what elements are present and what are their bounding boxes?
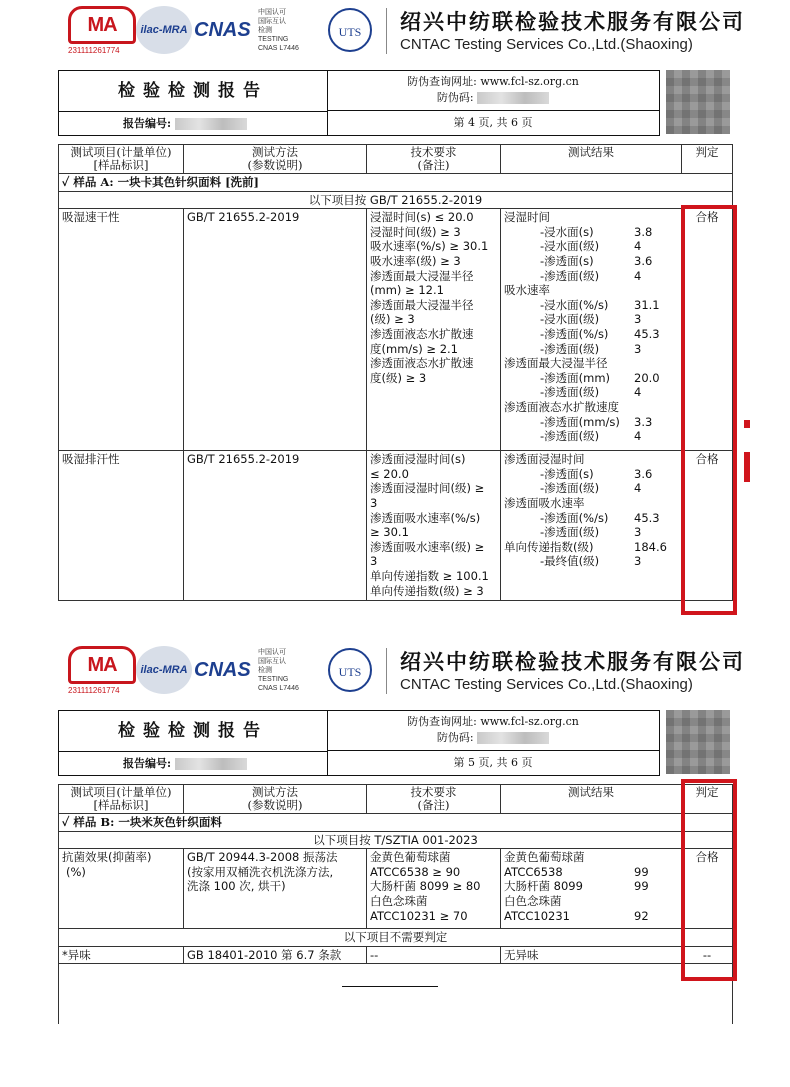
requirements-cell bbox=[367, 849, 501, 929]
requirement-line: (mm) ≥ 12.1 bbox=[370, 283, 444, 298]
results-cell bbox=[501, 209, 682, 451]
verdict-highlight-box bbox=[681, 205, 737, 615]
verdict-highlight-box bbox=[681, 779, 737, 981]
verdict: 合格 bbox=[682, 849, 733, 929]
anti-fake-info: 防伪查询网址: www.fcl-sz.org.cn 防伪码: bbox=[327, 71, 659, 111]
report-title-box bbox=[58, 710, 660, 776]
result-line: 渗透面最大浸湿半径 bbox=[504, 356, 608, 371]
result-line: -浸水面(级) 3 bbox=[540, 312, 642, 327]
requirement-line: 渗透面最大浸湿半径 bbox=[370, 268, 474, 283]
requirement-line: ≥ 30.1 bbox=[370, 525, 409, 540]
requirement-line: 度(级) ≥ 3 bbox=[370, 370, 427, 385]
requirement-line: 度(mm/s) ≥ 2.1 bbox=[370, 341, 458, 356]
anti-fake-info: 防伪查询网址: www.fcl-sz.org.cn 防伪码: bbox=[327, 711, 659, 751]
result-line: 吸水速率 bbox=[504, 283, 550, 298]
requirement-line: 单向传递指数 ≥ 100.1 bbox=[370, 568, 489, 583]
result-line: ATCC6538 99 bbox=[504, 864, 649, 879]
requirement-line: 吸水速率(%/s) ≥ 30.1 bbox=[370, 239, 489, 254]
result-line: -渗透面(mm) 20.0 bbox=[540, 370, 660, 385]
result-line: -渗透面(级) 4 bbox=[540, 385, 642, 400]
result-line: -浸水面(级) 4 bbox=[540, 239, 642, 254]
result-line: 浸湿时间 bbox=[504, 210, 550, 225]
requirement-line: 3 bbox=[370, 554, 378, 569]
cma-logo: MA 231111261774 bbox=[68, 6, 138, 56]
red-mark bbox=[744, 420, 750, 428]
ilac-mra-logo: ilac-MRA bbox=[136, 6, 192, 54]
table-header: 测试项目(计量单位) [样品标识] 测试方法 (参数说明) 技术要求 (备注) 测试结果 判定 bbox=[59, 785, 733, 814]
result-line: -渗透面(级) 4 bbox=[540, 268, 642, 283]
result-line: -渗透面(级) 3 bbox=[540, 341, 642, 356]
company-name-cn: 绍兴中纺联检验技术服务有限公司 bbox=[400, 649, 745, 674]
report-title: 检验检测报告 bbox=[59, 71, 327, 112]
verdict: -- bbox=[682, 946, 733, 964]
ilac-mra-logo: ilac-MRA bbox=[136, 646, 192, 694]
company-name-en: CNTAC Testing Services Co.,Ltd.(Shaoxing) bbox=[400, 36, 693, 53]
result-line: -渗透面(级) 3 bbox=[540, 525, 642, 540]
cma-number: 231111261774 bbox=[68, 686, 120, 695]
sample-row: ✓ 样品 B: 一块米灰色针织面料 bbox=[59, 814, 733, 832]
requirement-line: ATCC10231 ≥ 70 bbox=[370, 908, 468, 923]
requirement-line: 金黄色葡萄球菌 bbox=[370, 850, 451, 865]
requirement-line: 渗透面液态水扩散速 bbox=[370, 326, 474, 341]
result-line: -渗透面(级) 4 bbox=[540, 429, 642, 444]
report-title-box bbox=[58, 70, 660, 136]
requirement-line: 渗透面液态水扩散速 bbox=[370, 356, 474, 371]
report-number: 报告编号: bbox=[59, 752, 327, 775]
uts-logo: UTS bbox=[328, 8, 372, 52]
requirement-line: (级) ≥ 3 bbox=[370, 312, 415, 327]
result-line: -渗透面(s) 3.6 bbox=[540, 253, 653, 268]
cnas-logo-text: 中国认可 国际互认 检测 TESTING CNAS L7446 bbox=[258, 9, 299, 52]
qr-code-redacted bbox=[666, 70, 730, 134]
requirement-line: 渗透面浸湿时间(级) ≥ bbox=[370, 481, 485, 496]
result-line: 金黄色葡萄球菌 bbox=[504, 850, 585, 865]
redacted-anti-fake-code bbox=[477, 732, 549, 744]
results-cell bbox=[501, 849, 682, 929]
standard-note-row: 以下项目按 T/SZTIA 001-2023 bbox=[59, 831, 733, 849]
requirement-line: ≤ 20.0 bbox=[370, 466, 409, 481]
requirement-line: ATCC6538 ≥ 90 bbox=[370, 864, 461, 879]
requirement-line: 渗透面最大浸湿半径 bbox=[370, 297, 474, 312]
result-line: -最终值(级) 3 bbox=[540, 554, 642, 569]
redacted-anti-fake-code bbox=[477, 92, 549, 104]
result-line: 渗透面吸水速率 bbox=[504, 495, 585, 510]
cnas-logo: CNAS bbox=[194, 659, 251, 681]
verdict: 合格 bbox=[682, 451, 733, 601]
requirement-line: 浸湿时间(级) ≥ 3 bbox=[370, 224, 461, 239]
letterhead bbox=[0, 0, 790, 60]
requirement-line: 吸水速率(级) ≥ 3 bbox=[370, 253, 461, 268]
result-line: 大肠杆菌 8099 99 bbox=[504, 879, 649, 894]
requirement-line: 3 bbox=[370, 495, 378, 510]
company-name-en: CNTAC Testing Services Co.,Ltd.(Shaoxing) bbox=[400, 676, 693, 693]
result-line: 白色念珠菌 bbox=[504, 893, 562, 908]
requirement-line: 渗透面吸水速率(%/s) bbox=[370, 510, 481, 525]
result-line: -渗透面(级) 4 bbox=[540, 481, 642, 496]
result-line: -渗透面(%/s) 45.3 bbox=[540, 326, 660, 341]
result-line: ATCC10231 92 bbox=[504, 908, 649, 923]
result-line: -浸水面(%/s) 31.1 bbox=[540, 297, 660, 312]
divider bbox=[386, 8, 387, 54]
divider bbox=[386, 648, 387, 694]
redacted-report-number bbox=[175, 118, 247, 130]
requirement-line: 单向传递指数(级) ≥ 3 bbox=[370, 583, 484, 598]
result-line: 单向传递指数(级) 184.6 bbox=[504, 539, 667, 554]
company-name-cn: 绍兴中纺联检验技术服务有限公司 bbox=[400, 9, 745, 34]
red-mark bbox=[744, 452, 750, 482]
result-line: -渗透面(mm/s) 3.3 bbox=[540, 414, 653, 429]
blank-row bbox=[59, 964, 733, 1024]
requirement-line: 白色念珠菌 bbox=[370, 893, 428, 908]
no-judge-note-row: 以下项目不需要判定 bbox=[59, 929, 733, 947]
report-title: 检验检测报告 bbox=[59, 711, 327, 752]
uts-logo: UTS bbox=[328, 648, 372, 692]
standard-note-row: 以下项目按 GB/T 21655.2-2019 bbox=[59, 191, 733, 209]
cnas-logo-text: 中国认可 国际互认 检测 TESTING CNAS L7446 bbox=[258, 649, 299, 692]
table-row: 抗菌效果(抑菌率) (%) GB/T 20944.3-2008 振荡法 (按家用双桶洗衣机洗涤方法, 洗涤 100 次, 烘干) 金黄色葡萄球菌 ATCC6538 ≥ 90 大肠杆菌 8099 ≥ 80 白色念珠菌 ATCC10231 ≥ 70 金黄色葡萄球菌 ATCC6538 99 大肠杆菌 8099 99 白色念珠菌 ATCC10231 92 合格 bbox=[59, 849, 733, 929]
results-table bbox=[58, 784, 733, 1024]
end-of-table-rule bbox=[342, 986, 438, 987]
result-line: -渗透面(%/s) 45.3 bbox=[540, 510, 660, 525]
verdict: 合格 bbox=[682, 209, 733, 451]
requirement-line: 浸湿时间(s) ≤ 20.0 bbox=[370, 210, 474, 225]
requirement-line: 渗透面吸水速率(级) ≥ bbox=[370, 539, 485, 554]
qr-code-redacted bbox=[666, 710, 730, 774]
requirements-cell bbox=[367, 209, 501, 451]
page-info: 第 4 页, 共 6 页 bbox=[453, 116, 533, 129]
table-row: 吸湿排汗性 GB/T 21655.2-2019 渗透面浸湿时间(s) ≤ 20.0 渗透面浸湿时间(级) ≥ 3 渗透面吸水速率(%/s) ≥ 30.1 渗透面吸水速率(级) ≥ 3 单向传递指数 ≥ 100.1 单向传递指数(级) ≥ 3 渗透面浸湿时间 -渗透面(s) 3.6 -渗透面(级) 4 渗透面吸水速率 -渗透面(%/s) 45.3 -渗透面(级) 3 单向传递指数(级) 184.6 -最终值(级) 3 合格 bbox=[59, 451, 733, 601]
redacted-report-number bbox=[175, 758, 247, 770]
cnas-logo: CNAS bbox=[194, 19, 251, 41]
sample-row: ✓ 样品 A: 一块卡其色针织面料 [洗前] bbox=[59, 174, 733, 192]
cma-number: 231111261774 bbox=[68, 46, 120, 55]
table-row: 吸湿速干性 GB/T 21655.2-2019 浸湿时间(s) ≤ 20.0 浸湿时间(级) ≥ 3 吸水速率(%/s) ≥ 30.1 吸水速率(级) ≥ 3 渗透面最大浸湿半径 (mm) ≥ 12.1 渗透面最大浸湿半径 (级) ≥ 3 渗透面液态水扩散速 度(mm/s) ≥ 2.1 渗透面液态水扩散速 度(级) ≥ 3 浸湿时间 -浸水面(s) 3.8 -浸水面(级) 4 -渗透面(s) 3.6 -渗透面(级) 4 吸水速率 -浸水面(%/s) 31.1 -浸水面(级) 3 -渗透面(%/s) 45.3 -渗透面(级) 3 渗透面最大浸湿半径 -渗透面(mm) 20.0 -渗透面(级) 4 渗透面液态水扩散速度 -渗透面(mm/s) 3.3 -渗透面(级) 4 合格 bbox=[59, 209, 733, 451]
results-table bbox=[58, 144, 733, 601]
letterhead bbox=[0, 640, 790, 700]
result-line: -浸水面(s) 3.8 bbox=[540, 224, 653, 239]
table-row: *异味 GB 18401-2010 第 6.7 条款 -- 无异味 -- bbox=[59, 946, 733, 964]
requirement-line: 渗透面浸湿时间(s) bbox=[370, 452, 466, 467]
results-cell bbox=[501, 451, 682, 601]
requirements-cell bbox=[367, 451, 501, 601]
page-info: 第 5 页, 共 6 页 bbox=[453, 756, 533, 769]
result-line: -渗透面(s) 3.6 bbox=[540, 466, 653, 481]
requirement-line: 大肠杆菌 8099 ≥ 80 bbox=[370, 879, 481, 894]
report-number: 报告编号: bbox=[59, 112, 327, 135]
table-header: 测试项目(计量单位) [样品标识] 测试方法 (参数说明) 技术要求 (备注) 测试结果 判定 bbox=[59, 145, 733, 174]
report-page-5 bbox=[0, 640, 790, 1087]
cma-logo: MA 231111261774 bbox=[68, 646, 138, 696]
result-line: 渗透面浸湿时间 bbox=[504, 452, 585, 467]
result-line: 渗透面液态水扩散速度 bbox=[504, 399, 619, 414]
